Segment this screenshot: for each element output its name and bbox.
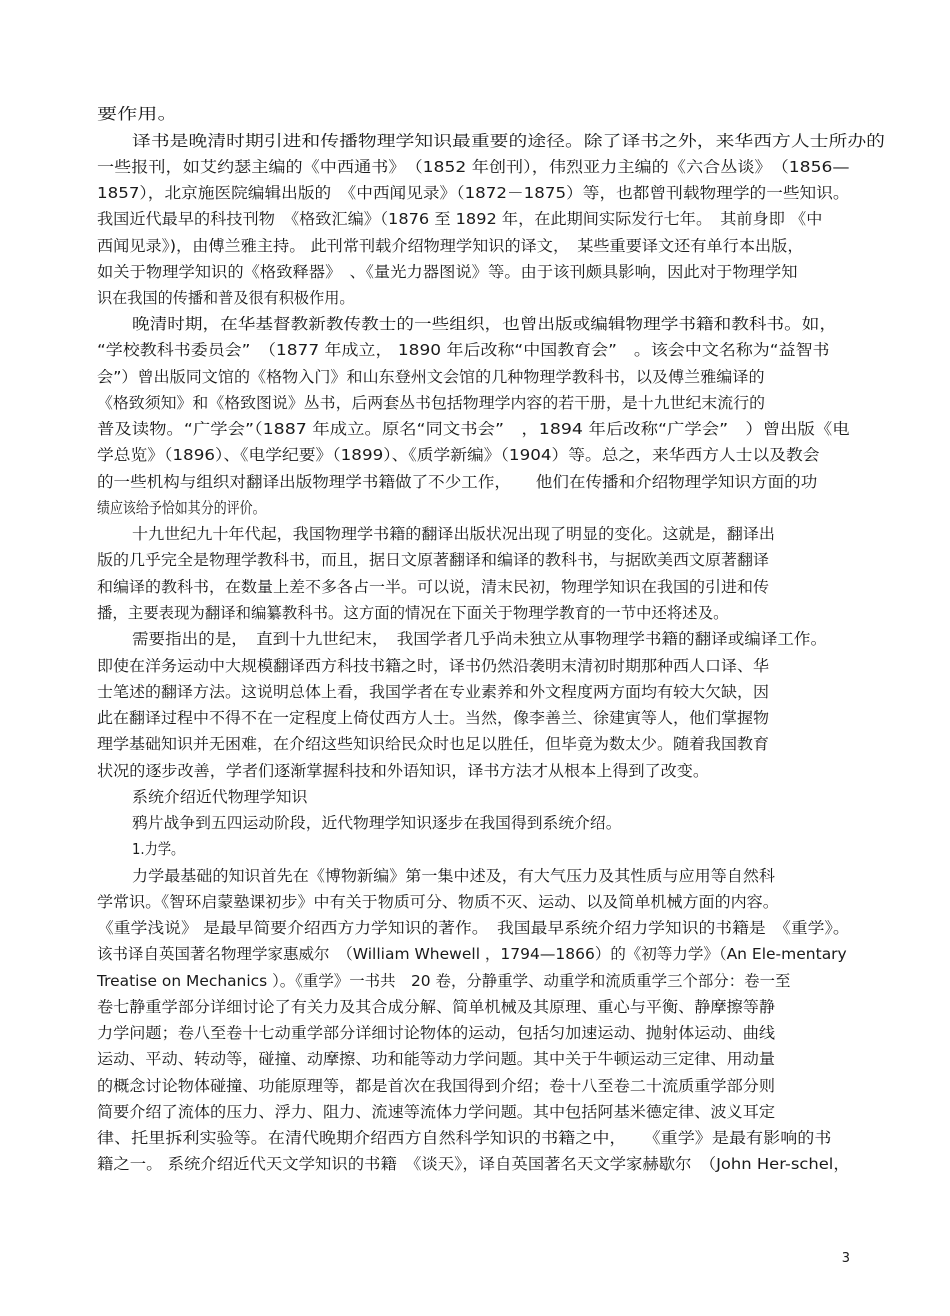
text-line: 晚清时期，在华基督教新教传教士的一些组织，也曾出版或编辑物理学书籍和教科书。如， — [132, 315, 838, 333]
text-line: 系统介绍近代物理学知识 — [132, 788, 308, 806]
text-line: 《格致须知》和《格致图说》丛书，后两套丛书包括物理学内容的若干册，是十九世纪末流行的 — [97, 394, 766, 412]
text-line: 律、托里拆利实验等。在清代晚期介绍西方自然科学知识的书籍之中， 《重学》是最有影响的书 — [97, 1129, 832, 1147]
text-line: 籍之一。 系统介绍近代天文学知识的书籍 《谈天》，译自英国著名天文学家赫歇尔 （John Her-schel， — [97, 1155, 850, 1173]
text-line: 即使在洋务运动中大规模翻译西方科技书籍之时，译书仍然沿袭明末清初时期那种西人口译、华 — [97, 657, 770, 675]
page-number: 3 — [841, 1251, 850, 1266]
text-line: 我国近代最早的科技刊物 《格致汇编》（1876 至 1892 年，在此期间实际发行七年。 其前身即 《中 — [97, 210, 823, 228]
text-line: 卷七静重学部分详细讨论了有关力及其合成分解、简单机械及其原理、重心与平衡、静摩擦等静 — [97, 998, 776, 1016]
text-line: 播，主要表现为翻译和编纂教科书。这方面的情况在下面关于物理学教育的一节中还将述及。 — [97, 604, 729, 622]
text-line: 运动、平动、转动等，碰撞、动摩擦、功和能等动力学问题。其中关于牛顿运动三定律、用动量 — [97, 1050, 776, 1068]
text-line: 士笔述的翻译方法。这说明总体上看，我国学者在专业素养和外文程度两方面均有较大欠缺，因 — [97, 683, 770, 701]
text-line: 鸦片战争到五四运动阶段，近代物理学知识逐步在我国得到系统介绍。 — [132, 814, 622, 832]
text-line: 1857），北京施医院编辑出版的 《中西闻见录》（1872－1875）等，也都曾刊载物理学的一些知识。 — [97, 184, 850, 202]
text-line: 理学基础知识并无困难，在介绍这些知识给民众时也足以胜任，但毕竟为数太少。随着我国教育 — [97, 735, 770, 753]
text-line: 需要指出的是， 直到十九世纪末， 我国学者几乎尚未独立从事物理学书籍的翻译或编译工作。 — [132, 630, 828, 648]
text-line: 十九世纪九十年代起，我国物理学书籍的翻译出版状况出现了明显的变化。这就是，翻译出 — [132, 525, 776, 543]
text-line: 要作用。 — [97, 105, 178, 123]
text-line: 和编译的教科书，在数量上差不多各占一半。可以说，清末民初，物理学知识在我国的引进和传 — [97, 578, 770, 596]
text-line: 绩应该给予恰如其分的评价。 — [97, 499, 266, 517]
text-line: 会”）曾出版同文馆的《格物入门》和山东登州文会馆的几种物理学教科书，以及傅兰雅编译的 — [97, 368, 765, 386]
text-line: 一些报刊，如艾约瑟主编的《中西通书》 （1852 年创刊），伟烈亚力主编的《六合丛谈》 （1856— — [97, 158, 850, 176]
text-line: 力学最基础的知识首先在《博物新编》第一集中述及，有大气压力及其性质与应用等自然科 — [132, 867, 776, 885]
text-line: 译书是晚清时期引进和传播物理学知识最重要的途径。除了译书之外，来华西方人士所办的 — [132, 132, 886, 150]
text-line: 的概念讨论物体碰撞、功能原理等，都是首次在我国得到介绍；卷十八至卷二十流质重学部分则 — [97, 1077, 776, 1095]
text-line: Treatise on Mechanics ）。《重学》一书共 20 卷，分静重学、动重学和流质重学三个部分：卷一至 — [97, 972, 791, 990]
text-line: 如关于物理学知识的《格致释器》 、《量光力器图说》等。由于该刊颇具影响，因此对于物理学知 — [97, 263, 798, 281]
text-line: 识在我国的传播和普及很有积极作用。 — [97, 289, 355, 307]
text-line: “学校教科书委员会” （1877 年成立， 1890 年后改称“中国教育会” 。该会中文名称为“益智书 — [97, 341, 830, 359]
text-line: 学总览》（1896）、《电学纪要》（1899）、《质学新编》（1904）等。总之，来华西方人士以及教会 — [97, 446, 820, 464]
text-line: 简要介绍了流体的压力、浮力、阻力、流速等流体力学问题。其中包括阿基米德定律、波义耳定 — [97, 1103, 776, 1121]
text-line: 西闻见录》)，由傅兰雅主持。 此刊常刊载介绍物理学知识的译文， 某些重要译文还有单行本出版， — [97, 237, 804, 255]
text-line: 该书译自英国著名物理学家惠威尔 （William Whewell ，1794—1866）的《初等力学》（An Ele-mentary — [97, 945, 847, 963]
text-line: 学常识。《智环启蒙塾课初步》中有关于物质可分、物质不灭、运动、以及简单机械方面的内容。 — [97, 893, 779, 911]
text-line: 1.力学。 — [132, 840, 185, 858]
text-line: 力学问题；卷八至卷十七动重学部分详细讨论物体的运动，包括匀加速运动、抛射体运动、曲线 — [97, 1024, 776, 1042]
text-line: 状况的逐步改善，学者们逐渐掌握科技和外语知识，译书方法才从根本上得到了改变。 — [97, 762, 710, 780]
text-line: 的一些机构与组织对翻译出版物理学书籍做了不少工作， 他们在传播和介绍物理学知识方面的功 — [97, 473, 818, 491]
text-line: 版的几乎完全是物理学教科书，而且，据日文原著翻译和编译的教科书，与据欧美西文原著翻译 — [97, 551, 770, 569]
text-line: 《重学浅说》 是最早简要介绍西方力学知识的著作。 我国最早系统介绍力学知识的书籍是 《重学》。 — [97, 919, 850, 937]
text-line: 普及读物。“广学会”（1887 年成立。原名“同文书会” ，1894 年后改称“广学会” ）曾出版《电 — [97, 420, 850, 438]
text-line: 此在翻译过程中不得不在一定程度上倚仗西方人士。当然，像李善兰、徐建寅等人，他们掌握物 — [97, 709, 770, 727]
